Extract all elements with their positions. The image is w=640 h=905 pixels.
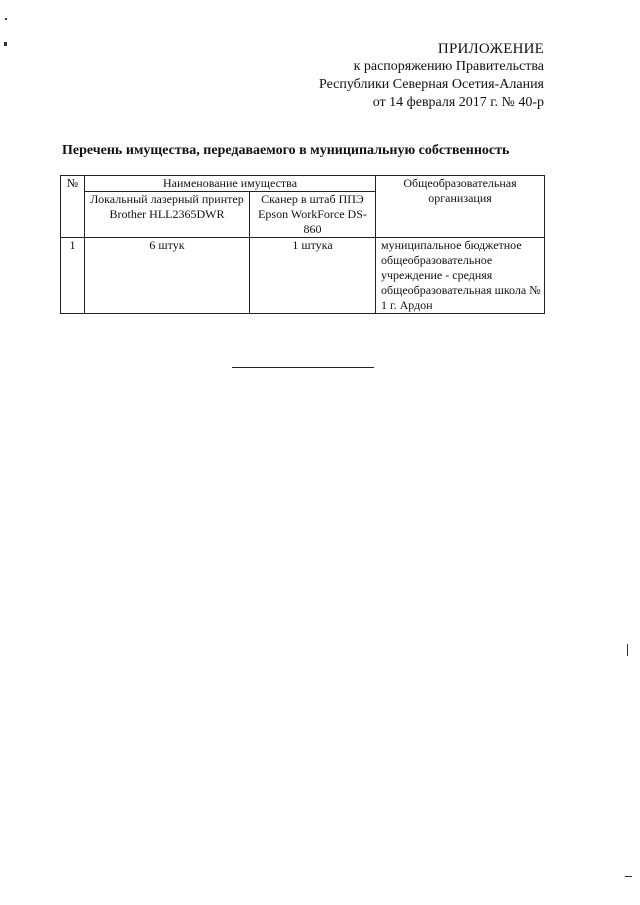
scan-speck [625, 876, 632, 877]
appendix-title: ПРИЛОЖЕНИЕ [437, 41, 544, 57]
table-header-row [61, 176, 545, 192]
subheader-scanner: Сканер в штаб ППЭ Epson WorkForce DS-860 [250, 192, 376, 238]
appendix-line-order: к распоряжению Правительства [353, 59, 544, 74]
appendix-line-government: Республики Северная Осетия-Алания [319, 77, 544, 92]
table-row [61, 238, 545, 314]
row-organization: муниципальное бюджетное общеобразовательное учреждение - средняя общеобразовательная школа № 1 г. Ардон [376, 238, 545, 314]
scan-speck [5, 18, 7, 20]
header-property-name: Наименование имущества [85, 176, 376, 192]
closing-rule [232, 367, 374, 368]
appendix-header [319, 40, 544, 112]
header-organization: Общеобразовательная организация [376, 176, 545, 238]
row-scanner-qty: 1 штука [250, 238, 376, 314]
scan-speck [4, 42, 7, 46]
scan-speck [627, 644, 628, 656]
header-num: № [61, 176, 85, 238]
row-num: 1 [61, 238, 85, 314]
document-title: Перечень имущества, передаваемого в муниципальную собственность [62, 143, 510, 158]
appendix-line-date: от 14 февраля 2017 г. № 40-р [372, 95, 544, 110]
property-table [60, 175, 545, 314]
row-printer-qty: 6 штук [85, 238, 250, 314]
subheader-printer: Локальный лазерный принтер Brother HLL2365DWR [85, 192, 250, 238]
